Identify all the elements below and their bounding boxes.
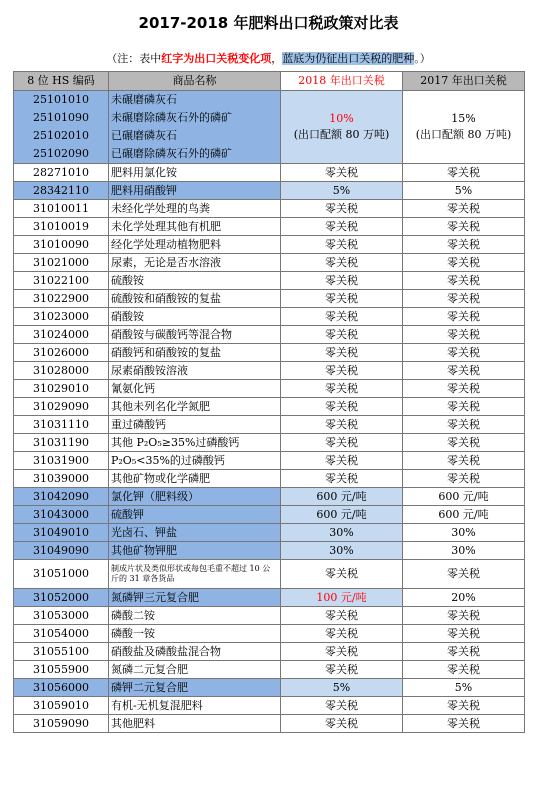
tariff-2017-cell: 零关税 [403, 470, 525, 488]
hs-code-cell: 31021000 [14, 254, 109, 272]
tariff-2017-cell: 零关税 [403, 290, 525, 308]
hs-code-cell: 31026000 [14, 344, 109, 362]
group-code: 25101090 [33, 111, 89, 124]
product-name-cell: 硫酸铵 [109, 272, 281, 290]
hs-code-cell: 31031110 [14, 416, 109, 434]
page-title: 2017-2018 年肥料出口税政策对比表 [138, 14, 399, 32]
table-row [14, 452, 525, 470]
tariff-2017-cell: 零关税 [403, 218, 525, 236]
table-row [14, 679, 525, 697]
tariff-2018-cell: 零关税 [281, 398, 403, 416]
header-product-name: 商品名称 [109, 72, 281, 91]
hs-code-cell: 31059010 [14, 697, 109, 715]
tariff-2017-cell: 零关税 [403, 625, 525, 643]
product-name-cell: 其他肥料 [109, 715, 281, 733]
tariff-2017-cell: 零关税 [403, 697, 525, 715]
hs-code-cell: 31010019 [14, 218, 109, 236]
tariff-2018-cell: 100 元/吨 [281, 589, 403, 607]
tariff-2018-cell: 零关税 [281, 560, 403, 589]
product-name-cell: 硝酸盐及磷酸盐混合物 [109, 643, 281, 661]
tariff-2018-cell: 零关税 [281, 362, 403, 380]
tariff-2018-cell: 零关税 [281, 434, 403, 452]
table-row [14, 182, 525, 200]
table-row [14, 200, 525, 218]
table-note [0, 50, 537, 66]
product-name-cell: 有机-无机复混肥料 [109, 697, 281, 715]
tariff-2017-cell: 零关税 [403, 560, 525, 589]
tariff-2018-cell: 零关税 [281, 164, 403, 182]
product-name-cell: 磷酸一铵 [109, 625, 281, 643]
note-highlight-text: 蓝底为仍征出口关税的肥种 [282, 52, 415, 65]
tariff-2017-cell: 零关税 [403, 380, 525, 398]
tariff-2018-cell: 零关税 [281, 200, 403, 218]
hs-code-cell: 31031900 [14, 452, 109, 470]
table-row [14, 164, 525, 182]
group-2017-cell [403, 91, 525, 164]
product-name-cell: 经化学处理动植物肥料 [109, 236, 281, 254]
hs-code-cell: 28342110 [14, 182, 109, 200]
note-red-text: 红字为出口关税变化项 [161, 52, 272, 65]
table-row [14, 218, 525, 236]
header-2018-tariff: 2018 年出口关税 [281, 72, 403, 91]
group-2017-quota: (出口配额 80 万吨) [415, 128, 512, 141]
group-name: 已碾磨除磷灰石外的磷矿 [111, 147, 232, 160]
product-name-cell: 氯化钾（肥料级） [109, 488, 281, 506]
table-row [14, 542, 525, 560]
table-row [14, 470, 525, 488]
table-row [14, 643, 525, 661]
tariff-2018-cell: 零关税 [281, 452, 403, 470]
hs-code-cell: 31049090 [14, 542, 109, 560]
product-name-cell: 其他矿物钾肥 [109, 542, 281, 560]
tariff-2017-cell: 零关税 [403, 398, 525, 416]
hs-code-cell: 31022100 [14, 272, 109, 290]
tariff-2017-cell: 零关税 [403, 643, 525, 661]
tariff-2017-cell: 零关税 [403, 715, 525, 733]
hs-code-cell: 31042090 [14, 488, 109, 506]
tariff-2017-cell: 零关税 [403, 164, 525, 182]
table-row [14, 434, 525, 452]
tariff-2018-cell: 零关税 [281, 272, 403, 290]
tariff-2017-cell: 零关税 [403, 661, 525, 679]
hs-code-cell: 31029090 [14, 398, 109, 416]
group-2018-rate: 10% [329, 112, 354, 125]
product-name-cell: 肥料用硝酸钾 [109, 182, 281, 200]
tariff-2017-cell: 600 元/吨 [403, 488, 525, 506]
tariff-2017-cell: 零关税 [403, 344, 525, 362]
table-row [14, 661, 525, 679]
tariff-2017-cell: 零关税 [403, 308, 525, 326]
hs-code-cell: 31031190 [14, 434, 109, 452]
tariff-2017-cell: 零关税 [403, 416, 525, 434]
tariff-2018-cell: 零关税 [281, 697, 403, 715]
product-name-cell: 氮磷二元复合肥 [109, 661, 281, 679]
product-name-cell: 重过磷酸钙 [109, 416, 281, 434]
table-row [14, 607, 525, 625]
product-name-cell: 其他 P₂O₅≥35%过磷酸钙 [109, 434, 281, 452]
group-codes-cell [14, 91, 109, 164]
product-name-cell: 硝酸铵 [109, 308, 281, 326]
tariff-2017-cell: 600 元/吨 [403, 506, 525, 524]
product-name-cell: 氮磷钾三元复合肥 [109, 589, 281, 607]
tariff-2017-cell: 30% [403, 542, 525, 560]
table-row [14, 488, 525, 506]
product-name-cell: 尿素硝酸铵溶液 [109, 362, 281, 380]
table-row [14, 254, 525, 272]
table-row [14, 524, 525, 542]
tariff-2018-cell: 零关税 [281, 218, 403, 236]
tariff-2017-cell: 零关税 [403, 272, 525, 290]
table-row [14, 398, 525, 416]
product-name-cell: 磷钾二元复合肥 [109, 679, 281, 697]
hs-code-cell: 31053000 [14, 607, 109, 625]
tariff-table [13, 71, 525, 733]
tariff-2017-cell: 零关税 [403, 236, 525, 254]
hs-code-cell: 31029010 [14, 380, 109, 398]
hs-code-cell: 31051000 [14, 560, 109, 589]
table-row [14, 560, 525, 589]
hs-code-cell: 31054000 [14, 625, 109, 643]
tariff-2018-cell: 600 元/吨 [281, 506, 403, 524]
table-row [14, 697, 525, 715]
tariff-2018-cell: 600 元/吨 [281, 488, 403, 506]
table-row [14, 506, 525, 524]
group-code: 25101010 [33, 93, 89, 106]
tariff-2018-cell: 零关税 [281, 715, 403, 733]
product-name-cell: 硫酸钾 [109, 506, 281, 524]
note-close: 。） [414, 52, 431, 65]
tariff-2017-cell: 零关税 [403, 452, 525, 470]
tariff-2017-cell: 零关税 [403, 362, 525, 380]
tariff-2018-cell: 零关税 [281, 326, 403, 344]
tariff-2018-cell: 零关税 [281, 607, 403, 625]
tariff-2018-cell: 30% [281, 524, 403, 542]
group-2017-rate: 15% [451, 112, 476, 125]
tariff-2018-cell: 零关税 [281, 470, 403, 488]
table-row [14, 236, 525, 254]
hs-code-cell: 31059090 [14, 715, 109, 733]
group-names-cell [109, 91, 281, 164]
hs-code-cell: 31028000 [14, 362, 109, 380]
table-row [14, 589, 525, 607]
tariff-2018-cell: 5% [281, 182, 403, 200]
hs-code-cell: 31023000 [14, 308, 109, 326]
tariff-2017-cell: 20% [403, 589, 525, 607]
group-2018-cell [281, 91, 403, 164]
tariff-2017-cell: 零关税 [403, 326, 525, 344]
group-code: 25102010 [33, 129, 89, 142]
table-row [14, 308, 525, 326]
tariff-2018-cell: 5% [281, 679, 403, 697]
tariff-2017-cell: 零关税 [403, 607, 525, 625]
phosphate-group-row [14, 91, 525, 164]
header-2017-tariff: 2017 年出口关税 [403, 72, 525, 91]
product-name-cell: 光卤石、钾盐 [109, 524, 281, 542]
group-2018-quota: (出口配额 80 万吨) [293, 128, 390, 141]
note-separator: ， [271, 52, 283, 65]
tariff-2018-cell: 零关税 [281, 625, 403, 643]
table-row [14, 380, 525, 398]
tariff-2017-cell: 零关税 [403, 434, 525, 452]
group-name: 已碾磨磷灰石 [111, 129, 177, 142]
table-row [14, 272, 525, 290]
product-name-cell: 其他未列名化学氮肥 [109, 398, 281, 416]
product-name-cell: 磷酸二铵 [109, 607, 281, 625]
hs-code-cell: 31043000 [14, 506, 109, 524]
table-row [14, 326, 525, 344]
tariff-2018-cell: 零关税 [281, 643, 403, 661]
product-name-cell: 未化学处理其他有机肥 [109, 218, 281, 236]
hs-code-cell: 31024000 [14, 326, 109, 344]
table-row [14, 344, 525, 362]
tariff-2018-cell: 零关税 [281, 344, 403, 362]
group-code: 25102090 [33, 147, 89, 160]
group-name: 未碾磨磷灰石 [111, 93, 177, 106]
product-name-cell: 制成片状及类似形状或每包毛重不超过 10 公斤的 31 章各货品 [109, 560, 281, 589]
table-row [14, 416, 525, 434]
hs-code-cell: 31039000 [14, 470, 109, 488]
header-hs-code: 8 位 HS 编码 [14, 72, 109, 91]
tariff-2018-cell: 零关税 [281, 290, 403, 308]
tariff-2018-cell: 零关税 [281, 380, 403, 398]
table-row [14, 290, 525, 308]
hs-code-cell: 31010090 [14, 236, 109, 254]
table-row [14, 715, 525, 733]
hs-code-cell: 31052000 [14, 589, 109, 607]
hs-code-cell: 31055900 [14, 661, 109, 679]
tariff-2017-cell: 30% [403, 524, 525, 542]
table-row [14, 625, 525, 643]
product-name-cell: 其他矿物或化学磷肥 [109, 470, 281, 488]
tariff-2018-cell: 30% [281, 542, 403, 560]
tariff-2017-cell: 5% [403, 182, 525, 200]
hs-code-cell: 31049010 [14, 524, 109, 542]
tariff-2018-cell: 零关税 [281, 416, 403, 434]
hs-code-cell: 31055100 [14, 643, 109, 661]
hs-code-cell: 31022900 [14, 290, 109, 308]
product-name-cell: 氰氨化钙 [109, 380, 281, 398]
product-name-cell: 尿素，无论是否水溶液 [109, 254, 281, 272]
product-name-cell: 肥料用氯化铵 [109, 164, 281, 182]
hs-code-cell: 31056000 [14, 679, 109, 697]
note-open: （注：表中 [106, 52, 162, 65]
hs-code-cell: 31010011 [14, 200, 109, 218]
tariff-2017-cell: 零关税 [403, 254, 525, 272]
tariff-2017-cell: 5% [403, 679, 525, 697]
tariff-2018-cell: 零关税 [281, 254, 403, 272]
product-name-cell: 硫酸铵和硝酸铵的复盐 [109, 290, 281, 308]
hs-code-cell: 28271010 [14, 164, 109, 182]
tariff-2018-cell: 零关税 [281, 661, 403, 679]
product-name-cell: 硝酸钙和硝酸铵的复盐 [109, 344, 281, 362]
product-name-cell: P₂O₅<35%的过磷酸钙 [109, 452, 281, 470]
group-name: 未碾磨除磷灰石外的磷矿 [111, 111, 232, 124]
product-name-cell: 未经化学处理的鸟粪 [109, 200, 281, 218]
tariff-2018-cell: 零关税 [281, 308, 403, 326]
table-row [14, 362, 525, 380]
product-name-cell: 硝酸铵与碳酸钙等混合物 [109, 326, 281, 344]
tariff-2018-cell: 零关税 [281, 236, 403, 254]
tariff-2017-cell: 零关税 [403, 200, 525, 218]
header-row [14, 72, 525, 91]
